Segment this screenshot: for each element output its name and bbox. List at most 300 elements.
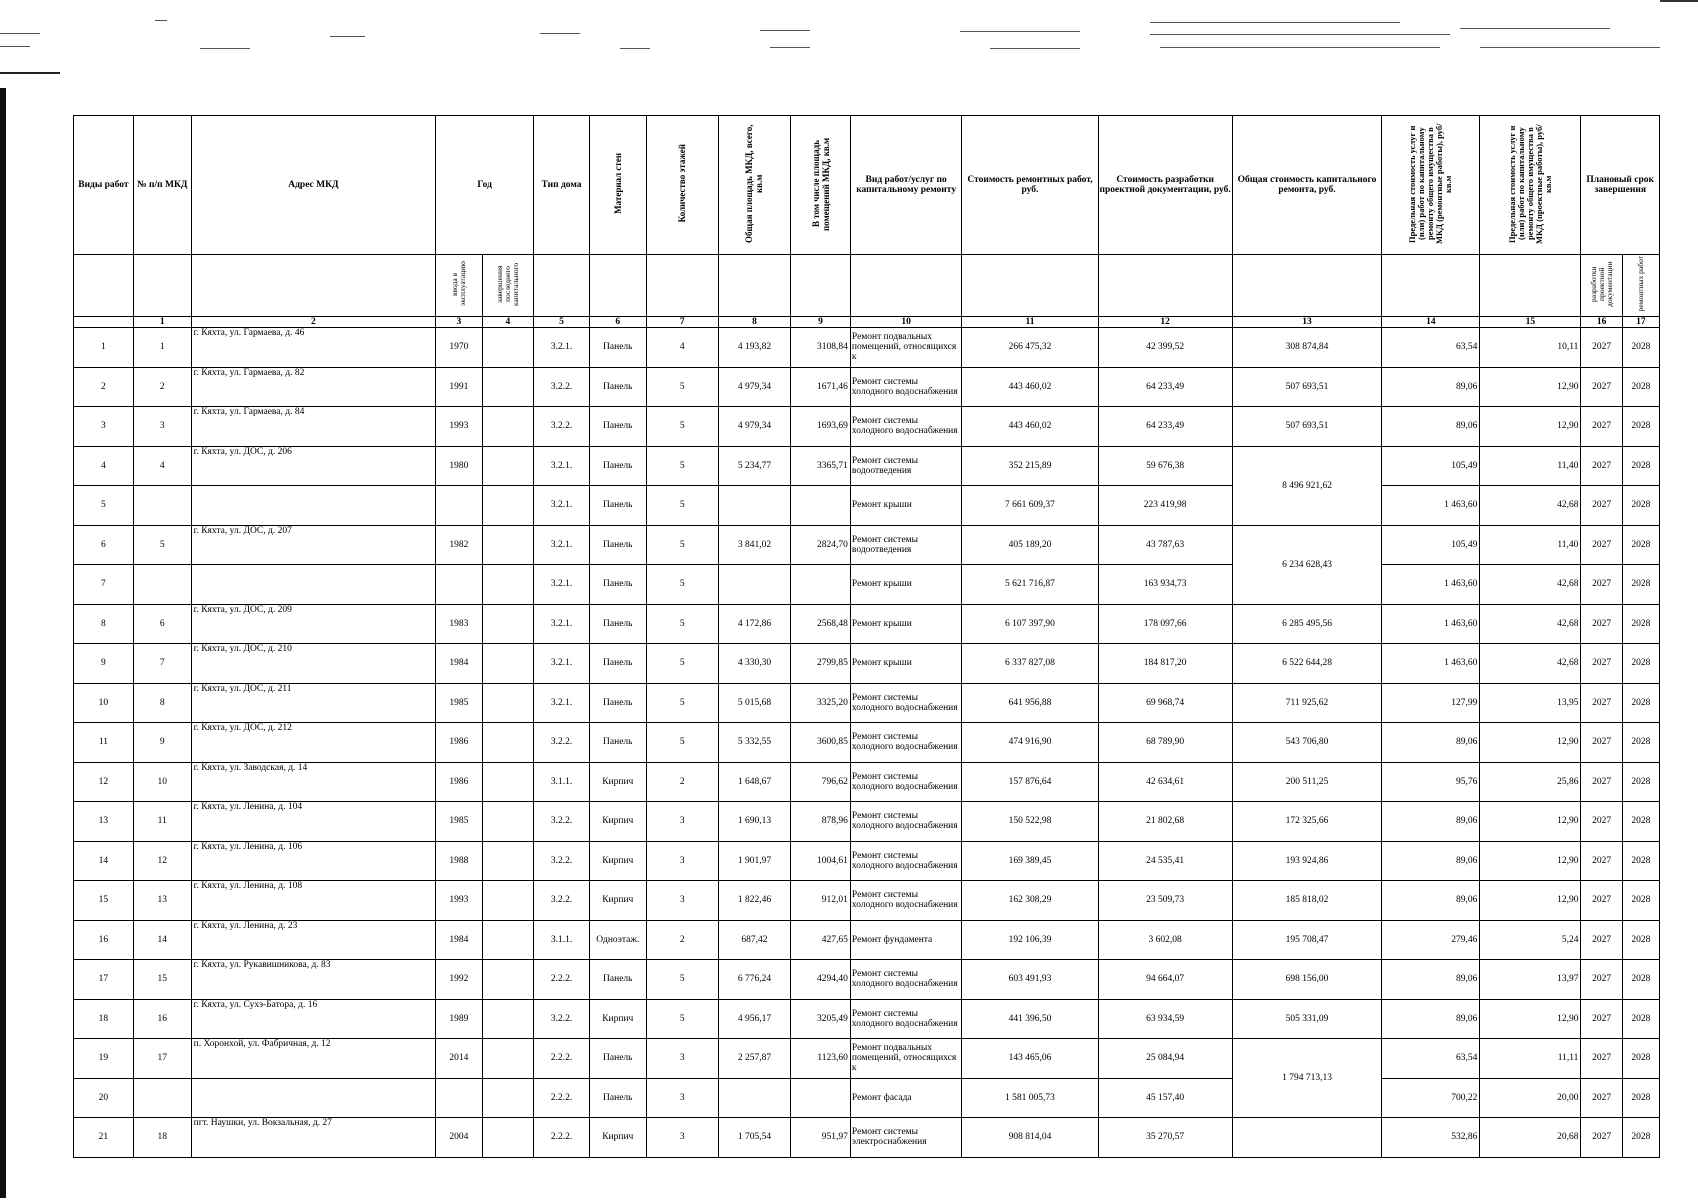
cell-address: г. Кяхта, ул. ДОС, д. 206	[191, 446, 436, 486]
cell-work-kind: Ремонт системы холодного водоснабжения	[850, 881, 961, 921]
cell-deadline-repair: 2028	[1622, 565, 1659, 605]
table-row	[74, 525, 1660, 565]
cell-year-last-repair	[482, 683, 534, 723]
cell-address: г. Кяхта, ул. Ленина, д. 108	[191, 881, 436, 921]
cell-address	[191, 565, 436, 605]
cell-limit-repair: 89,06	[1382, 367, 1480, 407]
cell-year-commission: 1986	[436, 762, 482, 802]
cell-repair-cost: 6 337 827,08	[962, 644, 1098, 684]
cell-floors: 5	[646, 644, 718, 684]
cell-work-kind: Ремонт системы холодного водоснабжения	[850, 723, 961, 763]
cell-work-kind: Ремонт системы холодного водоснабжения	[850, 762, 961, 802]
cell-year-commission: 1980	[436, 446, 482, 486]
cell-address: г. Кяхта, ул. Ленина, д. 106	[191, 841, 436, 881]
cell-repair-cost: 150 522,98	[962, 802, 1098, 842]
cell-deadline-repair: 2028	[1622, 644, 1659, 684]
cell-limit-design: 12,90	[1480, 723, 1581, 763]
cell-limit-design: 12,90	[1480, 407, 1581, 447]
cell-limit-repair: 105,49	[1382, 446, 1480, 486]
cell-mkd-number: 8	[133, 683, 191, 723]
cell-total-cost: 698 156,00	[1232, 960, 1382, 1000]
cell-wall-material: Панель	[589, 1039, 646, 1079]
cell-mkd-number: 4	[133, 446, 191, 486]
cell-premises-area: 3600,85	[791, 723, 851, 763]
cell-premises-area: 912,01	[791, 881, 851, 921]
cell-limit-design: 20,00	[1480, 1078, 1581, 1118]
cell-wall-material: Одноэтаж.	[589, 920, 646, 960]
cell-design-cost: 59 676,38	[1098, 446, 1232, 486]
cell-work-kind: Ремонт системы холодного водоснабжения	[850, 960, 961, 1000]
cell-wall-material: Кирпич	[589, 1118, 646, 1158]
cell-total-cost: 172 325,66	[1232, 802, 1382, 842]
table-row	[74, 723, 1660, 763]
cell-mkd-number	[133, 565, 191, 605]
cell-work-kind: Ремонт подвальных помещений, относящихся к	[850, 328, 961, 368]
cell-repair-cost: 352 215,89	[962, 446, 1098, 486]
cell-floors: 5	[646, 486, 718, 526]
cell-deadline-repair: 2028	[1622, 802, 1659, 842]
cell-deadline-design: 2027	[1581, 525, 1622, 565]
cell-address: г. Кяхта, ул. ДОС, д. 209	[191, 604, 436, 644]
cell-design-cost: 163 934,73	[1098, 565, 1232, 605]
cell-premises-area: 4294,40	[791, 960, 851, 1000]
cell-total-cost: 505 331,09	[1232, 999, 1382, 1039]
cell-total-cost: 6 234 628,43	[1232, 525, 1382, 604]
cell-work-kind: Ремонт крыши	[850, 604, 961, 644]
cell-wall-material: Кирпич	[589, 802, 646, 842]
repair-table	[73, 115, 1660, 1158]
cell-address: пгт. Наушки, ул. Вокзальная, д. 27	[191, 1118, 436, 1158]
table-row	[74, 644, 1660, 684]
cell-row-number: 2	[74, 367, 134, 407]
cell-work-kind: Ремонт крыши	[850, 486, 961, 526]
cell-row-number: 4	[74, 446, 134, 486]
cell-repair-cost: 169 389,45	[962, 841, 1098, 881]
cell-floors: 3	[646, 802, 718, 842]
cell-limit-repair: 89,06	[1382, 999, 1480, 1039]
cell-deadline-repair: 2028	[1622, 841, 1659, 881]
cell-repair-cost: 474 916,90	[962, 723, 1098, 763]
cell-total-area: 1 822,46	[718, 881, 790, 921]
header-address: Адрес МКД	[191, 116, 436, 255]
cell-mkd-number	[133, 1078, 191, 1118]
header-total-area: Общая площадь МКД, всего, кв.м	[718, 116, 790, 255]
cell-repair-cost: 641 956,88	[962, 683, 1098, 723]
cell-deadline-design: 2027	[1581, 407, 1622, 447]
cell-limit-repair: 89,06	[1382, 802, 1480, 842]
cell-design-cost: 25 084,94	[1098, 1039, 1232, 1079]
cell-premises-area	[791, 1078, 851, 1118]
cell-limit-design: 5,24	[1480, 920, 1581, 960]
cell-repair-cost: 443 460,02	[962, 367, 1098, 407]
cell-year-last-repair	[482, 407, 534, 447]
cell-year-commission: 1988	[436, 841, 482, 881]
cell-row-number: 13	[74, 802, 134, 842]
col-num: 11	[962, 317, 1098, 328]
cell-design-cost: 63 934,59	[1098, 999, 1232, 1039]
cell-house-type: 3.2.1.	[534, 446, 590, 486]
table-row	[74, 920, 1660, 960]
cell-deadline-repair: 2028	[1622, 723, 1659, 763]
cell-house-type: 3.2.2.	[534, 723, 590, 763]
cell-house-type: 3.2.1.	[534, 565, 590, 605]
cell-deadline-repair: 2028	[1622, 920, 1659, 960]
cell-row-number: 12	[74, 762, 134, 802]
subheader-row	[74, 255, 1660, 317]
cell-address: г. Кяхта, ул. Заводская, д. 14	[191, 762, 436, 802]
cell-wall-material: Панель	[589, 525, 646, 565]
cell-design-cost: 184 817,20	[1098, 644, 1232, 684]
cell-mkd-number: 3	[133, 407, 191, 447]
cell-deadline-repair: 2028	[1622, 960, 1659, 1000]
cell-repair-cost: 6 107 397,90	[962, 604, 1098, 644]
cell-work-kind: Ремонт системы холодного водоснабжения	[850, 683, 961, 723]
cell-mkd-number: 17	[133, 1039, 191, 1079]
table-row	[74, 367, 1660, 407]
cell-year-commission: 1983	[436, 604, 482, 644]
cell-row-number: 1	[74, 328, 134, 368]
table-row	[74, 1118, 1660, 1158]
header-limit-repair: Предельная стоимость услуг и (или) работ по капитальному ремонту общего имущества в МКД (ремонтные работы), руб/кв.м	[1382, 116, 1480, 255]
cell-row-number: 3	[74, 407, 134, 447]
cell-work-kind: Ремонт системы холодного водоснабжения	[850, 999, 961, 1039]
cell-total-area: 4 979,34	[718, 367, 790, 407]
table-row	[74, 486, 1660, 526]
header-deadline-design: разработки проектной документации	[1581, 255, 1622, 317]
cell-limit-repair: 1 463,60	[1382, 644, 1480, 684]
cell-year-last-repair	[482, 881, 534, 921]
cell-total-cost: 8 496 921,62	[1232, 446, 1382, 525]
cell-design-cost: 45 157,40	[1098, 1078, 1232, 1118]
cell-work-kind: Ремонт системы холодного водоснабжения	[850, 841, 961, 881]
cell-deadline-design: 2027	[1581, 802, 1622, 842]
table-row	[74, 407, 1660, 447]
cell-floors: 2	[646, 762, 718, 802]
cell-address	[191, 486, 436, 526]
cell-total-area: 5 332,55	[718, 723, 790, 763]
cell-floors: 5	[646, 407, 718, 447]
cell-repair-cost: 7 661 609,37	[962, 486, 1098, 526]
cell-design-cost: 64 233,49	[1098, 367, 1232, 407]
cell-limit-design: 12,90	[1480, 802, 1581, 842]
cell-year-commission: 2014	[436, 1039, 482, 1079]
cell-total-cost: 507 693,51	[1232, 407, 1382, 447]
cell-floors: 5	[646, 367, 718, 407]
cell-mkd-number: 15	[133, 960, 191, 1000]
scan-edge	[0, 88, 6, 1198]
col-num: 7	[646, 317, 718, 328]
cell-deadline-repair: 2028	[1622, 683, 1659, 723]
cell-design-cost: 3 602,08	[1098, 920, 1232, 960]
cell-year-commission: 1984	[436, 644, 482, 684]
cell-total-cost: 193 924,86	[1232, 841, 1382, 881]
cell-wall-material: Панель	[589, 683, 646, 723]
cell-wall-material: Панель	[589, 644, 646, 684]
cell-repair-cost: 1 581 005,73	[962, 1078, 1098, 1118]
col-num: 14	[1382, 317, 1480, 328]
cell-total-area: 2 257,87	[718, 1039, 790, 1079]
header-house-type: Тип дома	[534, 116, 590, 255]
header-year-commission: ввода в эксплуатацию	[436, 255, 482, 317]
cell-design-cost: 42 634,61	[1098, 762, 1232, 802]
col-num: 8	[718, 317, 790, 328]
cell-premises-area	[791, 565, 851, 605]
cell-year-last-repair	[482, 565, 534, 605]
cell-premises-area: 3108,84	[791, 328, 851, 368]
cell-limit-repair: 279,46	[1382, 920, 1480, 960]
cell-wall-material: Панель	[589, 723, 646, 763]
cell-work-kind: Ремонт фундамента	[850, 920, 961, 960]
cell-mkd-number: 6	[133, 604, 191, 644]
table-row	[74, 999, 1660, 1039]
cell-repair-cost: 405 189,20	[962, 525, 1098, 565]
cell-deadline-design: 2027	[1581, 683, 1622, 723]
cell-premises-area: 3325,20	[791, 683, 851, 723]
cell-year-commission: 1985	[436, 683, 482, 723]
cell-row-number: 10	[74, 683, 134, 723]
cell-limit-repair: 89,06	[1382, 960, 1480, 1000]
cell-deadline-repair: 2028	[1622, 446, 1659, 486]
cell-mkd-number: 2	[133, 367, 191, 407]
table-row	[74, 683, 1660, 723]
cell-limit-repair: 532,86	[1382, 1118, 1480, 1158]
table-row	[74, 604, 1660, 644]
cell-house-type: 2.2.2.	[534, 1039, 590, 1079]
cell-address: г. Кяхта, ул. Гармаева, д. 46	[191, 328, 436, 368]
cell-design-cost: 178 097,66	[1098, 604, 1232, 644]
cell-work-kind: Ремонт крыши	[850, 644, 961, 684]
cell-house-type: 3.2.2.	[534, 881, 590, 921]
cell-house-type: 2.2.2.	[534, 1078, 590, 1118]
cell-deadline-design: 2027	[1581, 1078, 1622, 1118]
table-row	[74, 762, 1660, 802]
cell-deadline-repair: 2028	[1622, 367, 1659, 407]
cell-total-area: 4 193,82	[718, 328, 790, 368]
cell-house-type: 3.2.2.	[534, 407, 590, 447]
cell-design-cost: 69 968,74	[1098, 683, 1232, 723]
cell-address: г. Кяхта, ул. Гармаева, д. 82	[191, 367, 436, 407]
cell-mkd-number: 12	[133, 841, 191, 881]
header-deadline: Плановый срок завершения	[1581, 116, 1660, 255]
cell-wall-material: Панель	[589, 446, 646, 486]
cell-premises-area: 3365,71	[791, 446, 851, 486]
cell-wall-material: Панель	[589, 328, 646, 368]
cell-limit-repair: 700,22	[1382, 1078, 1480, 1118]
cell-year-commission: 1993	[436, 407, 482, 447]
cell-total-area	[718, 486, 790, 526]
cell-house-type: 3.2.2.	[534, 367, 590, 407]
cell-total-area: 1 690,13	[718, 802, 790, 842]
cell-wall-material: Панель	[589, 407, 646, 447]
cell-limit-design: 12,90	[1480, 841, 1581, 881]
cell-row-number: 11	[74, 723, 134, 763]
cell-premises-area: 796,62	[791, 762, 851, 802]
cell-mkd-number: 1	[133, 328, 191, 368]
cell-floors: 3	[646, 1078, 718, 1118]
cell-work-kind: Ремонт системы холодного водоснабжения	[850, 802, 961, 842]
cell-limit-repair: 89,06	[1382, 407, 1480, 447]
cell-mkd-number: 13	[133, 881, 191, 921]
cell-total-cost: 1 794 713,13	[1232, 1039, 1382, 1118]
cell-design-cost: 68 789,90	[1098, 723, 1232, 763]
table-row	[74, 446, 1660, 486]
cell-year-commission: 1982	[436, 525, 482, 565]
cell-mkd-number: 14	[133, 920, 191, 960]
header-year: Год	[436, 116, 534, 255]
col-num: 1	[133, 317, 191, 328]
cell-row-number: 20	[74, 1078, 134, 1118]
table-row	[74, 881, 1660, 921]
cell-floors: 5	[646, 446, 718, 486]
cell-floors: 5	[646, 723, 718, 763]
cell-floors: 5	[646, 999, 718, 1039]
cell-floors: 5	[646, 604, 718, 644]
cell-design-cost: 35 270,57	[1098, 1118, 1232, 1158]
cell-deadline-repair: 2028	[1622, 1118, 1659, 1158]
table-row	[74, 802, 1660, 842]
cell-house-type: 3.2.2.	[534, 802, 590, 842]
cell-deadline-repair: 2028	[1622, 881, 1659, 921]
cell-year-last-repair	[482, 762, 534, 802]
cell-work-kind: Ремонт системы водоотведения	[850, 446, 961, 486]
cell-year-commission	[436, 565, 482, 605]
cell-year-commission: 1970	[436, 328, 482, 368]
cell-deadline-design: 2027	[1581, 604, 1622, 644]
cell-address: г. Кяхта, ул. Рукавишникова, д. 83	[191, 960, 436, 1000]
cell-limit-design: 12,90	[1480, 881, 1581, 921]
cell-total-area: 1 648,67	[718, 762, 790, 802]
cell-deadline-repair: 2028	[1622, 1078, 1659, 1118]
cell-year-last-repair	[482, 920, 534, 960]
cell-repair-cost: 443 460,02	[962, 407, 1098, 447]
cell-floors: 5	[646, 683, 718, 723]
cell-floors: 4	[646, 328, 718, 368]
cell-limit-design: 12,90	[1480, 999, 1581, 1039]
cell-row-number: 5	[74, 486, 134, 526]
cell-total-cost	[1232, 1118, 1382, 1158]
cell-limit-design: 11,40	[1480, 446, 1581, 486]
cell-total-area: 4 330,30	[718, 644, 790, 684]
cell-floors: 3	[646, 881, 718, 921]
cell-repair-cost: 908 814,04	[962, 1118, 1098, 1158]
cell-row-number: 19	[74, 1039, 134, 1079]
header-premises-area: В том числе площадь помещений МКД, кв.м	[791, 116, 851, 255]
cell-mkd-number: 18	[133, 1118, 191, 1158]
cell-deadline-repair: 2028	[1622, 762, 1659, 802]
col-num: 6	[589, 317, 646, 328]
cell-limit-design: 12,90	[1480, 367, 1581, 407]
cell-deadline-design: 2027	[1581, 920, 1622, 960]
cell-limit-repair: 89,06	[1382, 841, 1480, 881]
cell-work-kind: Ремонт системы водоотведения	[850, 525, 961, 565]
cell-house-type: 2.2.2.	[534, 960, 590, 1000]
cell-repair-cost: 143 465,06	[962, 1039, 1098, 1079]
cell-wall-material: Панель	[589, 486, 646, 526]
cell-deadline-repair: 2028	[1622, 525, 1659, 565]
cell-work-kind: Ремонт крыши	[850, 565, 961, 605]
header-deadline-repair: ремонтных работ	[1622, 255, 1659, 317]
cell-total-cost: 195 708,47	[1232, 920, 1382, 960]
cell-deadline-design: 2027	[1581, 446, 1622, 486]
cell-deadline-design: 2027	[1581, 881, 1622, 921]
cell-wall-material: Панель	[589, 960, 646, 1000]
cell-floors: 5	[646, 960, 718, 1000]
cell-address: г. Кяхта, ул. ДОС, д. 210	[191, 644, 436, 684]
cell-year-last-repair	[482, 723, 534, 763]
cell-total-area: 5 234,77	[718, 446, 790, 486]
cell-work-kind: Ремонт фасада	[850, 1078, 961, 1118]
col-num: 9	[791, 317, 851, 328]
cell-year-commission: 1986	[436, 723, 482, 763]
cell-year-last-repair	[482, 525, 534, 565]
cell-year-commission	[436, 486, 482, 526]
column-number-row	[74, 317, 1660, 328]
cell-house-type: 3.1.1.	[534, 762, 590, 802]
cell-repair-cost: 266 475,32	[962, 328, 1098, 368]
cell-total-area: 3 841,02	[718, 525, 790, 565]
cell-premises-area: 1004,61	[791, 841, 851, 881]
cell-year-commission: 1993	[436, 881, 482, 921]
cell-wall-material: Панель	[589, 1078, 646, 1118]
cell-repair-cost: 162 308,29	[962, 881, 1098, 921]
col-num: 2	[191, 317, 436, 328]
cell-row-number: 7	[74, 565, 134, 605]
col-num: 15	[1480, 317, 1581, 328]
cell-mkd-number: 16	[133, 999, 191, 1039]
cell-house-type: 3.2.1.	[534, 604, 590, 644]
cell-limit-design: 11,11	[1480, 1039, 1581, 1079]
cell-house-type: 3.1.1.	[534, 920, 590, 960]
cell-year-commission: 2004	[436, 1118, 482, 1158]
cell-house-type: 3.2.1.	[534, 683, 590, 723]
cell-floors: 3	[646, 841, 718, 881]
cell-year-commission: 1989	[436, 999, 482, 1039]
cell-address: г. Кяхта, ул. Сухэ-Батора, д. 16	[191, 999, 436, 1039]
cell-design-cost: 94 664,07	[1098, 960, 1232, 1000]
cell-year-last-repair	[482, 1039, 534, 1079]
cell-premises-area: 2824,70	[791, 525, 851, 565]
cell-floors: 5	[646, 565, 718, 605]
cell-mkd-number: 7	[133, 644, 191, 684]
col-num: 13	[1232, 317, 1382, 328]
cell-total-cost: 543 706,80	[1232, 723, 1382, 763]
cell-premises-area: 951,97	[791, 1118, 851, 1158]
cell-limit-design: 11,40	[1480, 525, 1581, 565]
cell-deadline-design: 2027	[1581, 841, 1622, 881]
cell-year-last-repair	[482, 644, 534, 684]
cell-design-cost: 223 419,98	[1098, 486, 1232, 526]
cell-deadline-design: 2027	[1581, 1039, 1622, 1079]
cell-deadline-design: 2027	[1581, 999, 1622, 1039]
cell-row-number: 17	[74, 960, 134, 1000]
cell-limit-repair: 63,54	[1382, 328, 1480, 368]
cell-deadline-design: 2027	[1581, 328, 1622, 368]
cell-year-last-repair	[482, 960, 534, 1000]
cell-design-cost: 64 233,49	[1098, 407, 1232, 447]
cell-premises-area: 3205,49	[791, 999, 851, 1039]
cell-mkd-number: 11	[133, 802, 191, 842]
header-limit-design: Предельная стоимость услуг и (или) работ по капитальному ремонту общего имущества в МКД (проектные работы), руб/кв.м	[1480, 116, 1581, 255]
cell-total-cost: 507 693,51	[1232, 367, 1382, 407]
cell-total-area: 6 776,24	[718, 960, 790, 1000]
col-num: 10	[850, 317, 961, 328]
cell-premises-area: 2799,85	[791, 644, 851, 684]
table-body	[74, 328, 1660, 1158]
cell-total-area: 687,42	[718, 920, 790, 960]
cell-repair-cost: 603 491,93	[962, 960, 1098, 1000]
header-mkd-num: № п/п МКД	[133, 116, 191, 255]
cell-year-last-repair	[482, 802, 534, 842]
